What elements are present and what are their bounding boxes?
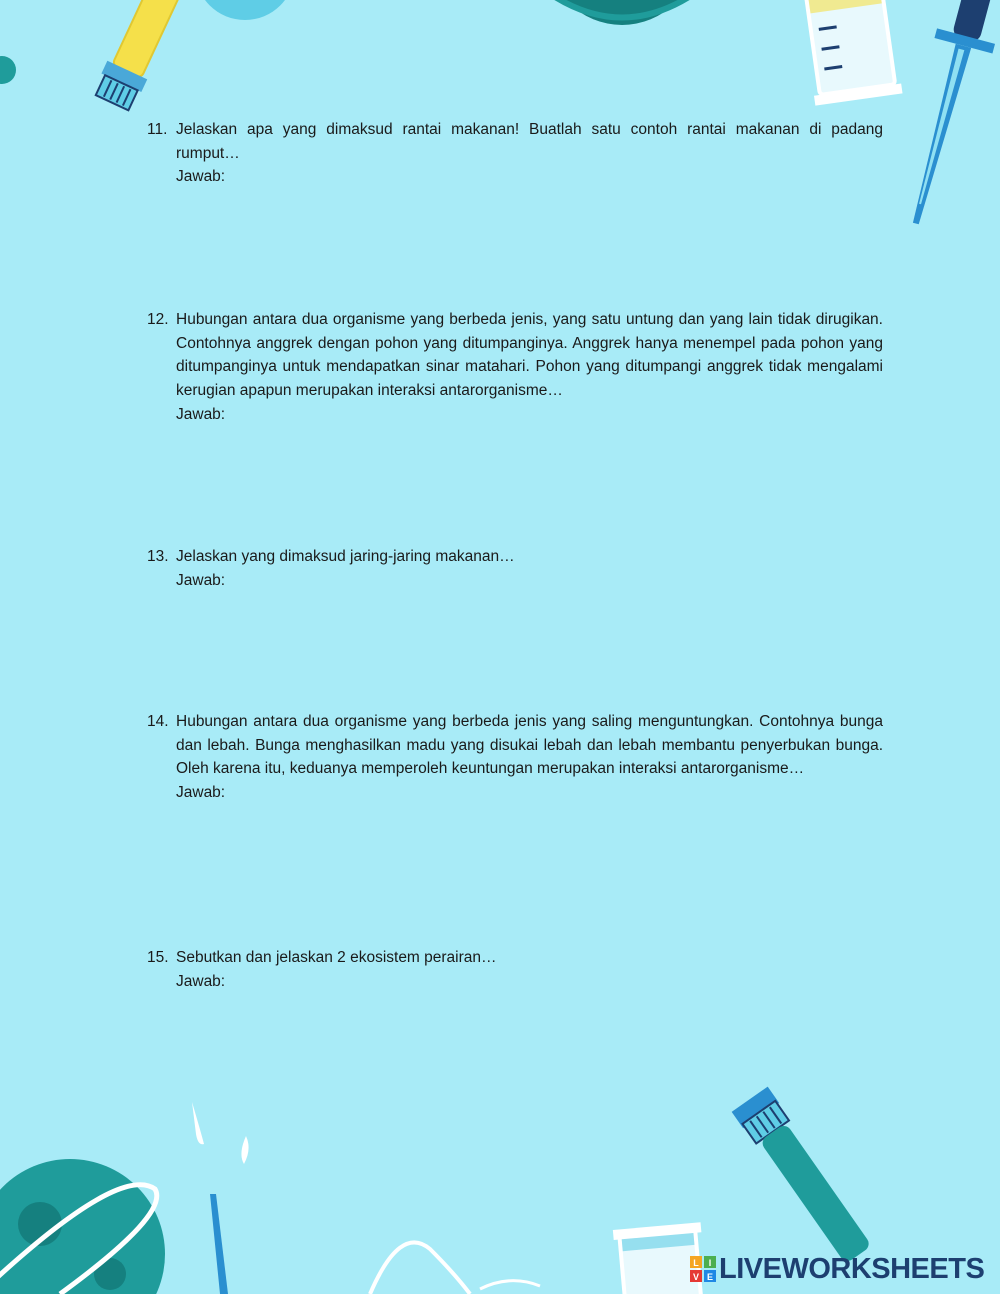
question-15	[147, 946, 883, 993]
question-text: Hubungan antara dua organisme yang berbeda jenis, yang satu untung dan yang lain tidak dirugikan. Contohnya anggrek dengan pohon yang ditumpanginya. Anggrek hanya menempel pada pohon yang ditumpanginya untuk mendapatkan sinar matahari. Pohon yang ditumpangi anggrek tidak mengalami kerugian apapun merupakan interaksi antarorganisme…	[176, 311, 883, 400]
teal-planet-top-icon	[547, 0, 697, 25]
answer-label: Jawab:	[176, 784, 226, 802]
question-14	[147, 710, 883, 805]
logo-letter: I	[708, 1258, 712, 1268]
test-tube-icon	[732, 1087, 877, 1268]
logo-letter: E	[706, 1272, 714, 1282]
liveworksheets-logo	[690, 1252, 984, 1286]
question-12	[147, 308, 883, 427]
teal-planet-bottom-icon	[0, 1159, 165, 1294]
yellow-tube-icon	[92, 0, 193, 112]
teal-dot-decoration	[0, 56, 16, 84]
answer-label: Jawab:	[176, 972, 226, 990]
question-number: 14.	[147, 713, 169, 730]
question-text: Sebutkan dan jelaskan 2 ekosistem perairan…	[176, 949, 497, 966]
swirl-decoration	[370, 1242, 470, 1294]
droplet-icon	[192, 1102, 204, 1144]
question-11	[147, 118, 883, 189]
swirl-decoration	[480, 1281, 540, 1289]
pipette-icon	[887, 0, 1000, 231]
answer-field-12[interactable]	[176, 428, 887, 542]
question-number: 12.	[147, 311, 169, 328]
question-text: Jelaskan yang dimaksud jaring-jaring makanan…	[176, 548, 515, 565]
question-text: Jelaskan apa yang dimaksud rantai makanan! Buatlah satu contoh rantai makanan di padang rumput…	[176, 121, 883, 162]
question-number: 13.	[147, 548, 169, 565]
logo-text: LIVEWORKSHEETS	[719, 1252, 985, 1285]
measuring-glass-icon	[800, 0, 902, 106]
logo-letter: L	[693, 1258, 699, 1268]
question-number: 11.	[147, 121, 168, 138]
question-text: Hubungan antara dua organisme yang berbeda jenis yang saling menguntungkan. Contohnya bunga dan lebah. Bunga menghasilkan madu yang disukai lebah dan lebah membantu penyerbukan bunga. Oleh karena itu, keduanya memperoleh keuntungan merupakan interaksi antarorganisme…	[176, 713, 883, 778]
answer-label: Jawab:	[176, 571, 226, 589]
answer-field-11[interactable]	[176, 192, 887, 306]
question-number: 15.	[147, 949, 169, 966]
question-13	[147, 545, 883, 592]
answer-label: Jawab:	[176, 168, 226, 186]
logo-letter: V	[692, 1272, 700, 1282]
answer-field-14[interactable]	[176, 832, 887, 941]
glass-rod-icon	[210, 1194, 228, 1294]
blue-circle-decoration	[195, 0, 295, 20]
logo-icon	[690, 1256, 716, 1282]
answer-label: Jawab:	[176, 405, 226, 423]
answer-field-13[interactable]	[176, 596, 887, 705]
droplet-icon	[241, 1136, 248, 1164]
